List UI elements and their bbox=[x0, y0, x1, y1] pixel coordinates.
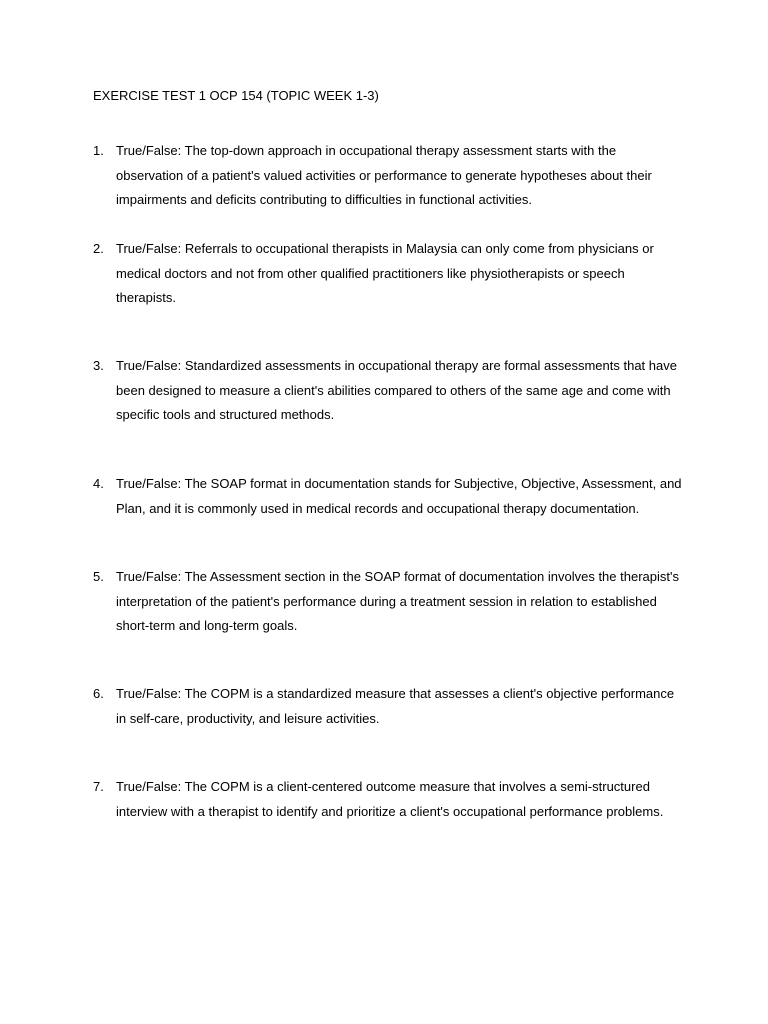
question-text: True/False: The COPM is a standardized measure that assesses a client's objective performance in self-care, productivity, and leisure activities. bbox=[116, 686, 675, 726]
question-text: True/False: The Assessment section in the SOAP format of documentation involves the therapist's interpretation of the patient's performance during a treatment session in relation to established short-term and long-term goals. bbox=[116, 569, 679, 633]
question-number: 5. bbox=[93, 569, 104, 584]
page-title: EXERCISE TEST 1 OCP 154 (TOPIC WEEK 1-3) bbox=[93, 88, 379, 103]
question-text: True/False: The SOAP format in documentation stands for Subjective, Objective, Assessment, and Plan, and it is commonly used in medical records and occupational therapy documentation. bbox=[116, 476, 682, 516]
question-text: True/False: The top-down approach in occupational therapy assessment starts with the observation of a patient's valued activities or performance to generate hypotheses about their impairments and deficits contributing to difficulties in functional activities. bbox=[116, 143, 652, 207]
question-number: 7. bbox=[93, 779, 104, 794]
question-text: True/False: Standardized assessments in occupational therapy are formal assessments that have been designed to measure a client's abilities compared to others of the same age and come with specific tools and structured methods. bbox=[116, 358, 677, 422]
question-text: True/False: The COPM is a client-centered outcome measure that involves a semi-structured interview with a therapist to identify and prioritize a client's occupational performance problems. bbox=[116, 779, 664, 819]
question-number: 1. bbox=[93, 143, 104, 158]
question-number: 2. bbox=[93, 241, 104, 256]
question-number: 4. bbox=[93, 476, 104, 491]
question-number: 3. bbox=[93, 358, 104, 373]
question-number: 6. bbox=[93, 686, 104, 701]
question-text: True/False: Referrals to occupational therapists in Malaysia can only come from physicians or medical doctors and not from other qualified practitioners like physiotherapists or speech therapists. bbox=[116, 241, 654, 305]
